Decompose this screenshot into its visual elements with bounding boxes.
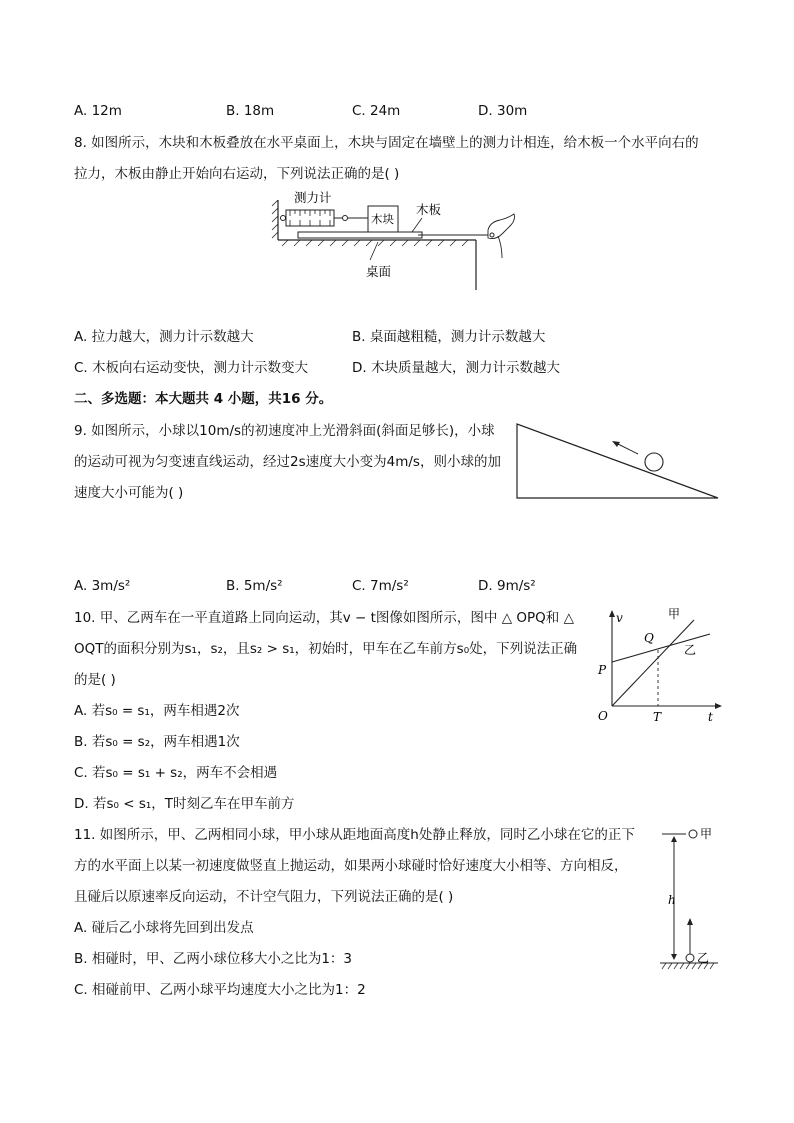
q8-option-c: C. 木板向右运动变快，测力计示数变大 — [74, 360, 309, 376]
q8-block-label: 木块 — [371, 212, 394, 226]
q9-option-d: D. 9m/s² — [478, 578, 536, 594]
q10-stem-line2: OQT的面积分别为s₁，s₂，且s₂ > s₁，初始时，甲车在乙车前方s₀处，下列说法正确 — [74, 641, 578, 657]
q10-stem-line3: 的是( ) — [74, 672, 116, 688]
q11-stem-line3: 且碰后以原速率反向运动，不计空气阻力，下列说法正确的是( ) — [74, 889, 454, 905]
q9-stem-line2: 的运动可视为匀变速直线运动，经过2s速度大小变为4m/s，则小球的加 — [74, 454, 501, 470]
q10-yi-label: 乙 — [684, 643, 697, 657]
q8-stem-line2: 拉力，木板由静止开始向右运动，下列说法正确的是( ) — [74, 166, 400, 182]
q11-jia-label: 甲 — [700, 827, 713, 841]
q8-stem-line1: 8. 如图所示，木块和木板叠放在水平桌面上，木块与固定在墙壁上的测力计相连，给木板一个水平向右的 — [74, 135, 699, 151]
section-title-multiple-choice: 二、多选题：本大题共 4 小题，共16 分。 — [74, 391, 333, 407]
q11-option-c: C. 相碰前甲、乙两小球平均速度大小之比为1：2 — [74, 982, 366, 998]
q10-vt-graph — [590, 604, 730, 728]
q7-option-b: B. 18m — [226, 103, 275, 119]
q10-option-a: A. 若s₀ = s₁，两车相遇2次 — [74, 703, 240, 719]
q9-option-c: C. 7m/s² — [352, 578, 409, 594]
q10-option-c: C. 若s₀ = s₁ + s₂，两车不会相遇 — [74, 765, 278, 781]
q10-option-d: D. 若s₀ < s₁，T时刻乙车在甲车前方 — [74, 796, 295, 812]
q10-jia-label: 甲 — [668, 607, 681, 621]
q11-option-a: A. 碰后乙小球将先回到出发点 — [74, 920, 254, 936]
q11-figure — [656, 822, 736, 974]
q10-point-q-label: Q — [644, 631, 654, 645]
q11-stem-line1: 11. 如图所示，甲、乙两相同小球，甲小球从距地面高度h处静止释放，同时乙小球在它的正下 — [74, 827, 635, 843]
q7-option-d: D. 30m — [478, 103, 528, 119]
q8-board-label: 木板 — [416, 202, 442, 217]
q10-point-t-label: T — [653, 710, 662, 724]
q10-stem-line1: 10. 甲、乙两车在一平直道路上同向运动，其v − t图像如图所示，图中 △ OPQ和 △ — [74, 610, 574, 626]
q11-h-label: h — [668, 893, 676, 907]
q10-origin-label: O — [598, 709, 608, 723]
q8-option-d: D. 木块质量越大，测力计示数越大 — [352, 360, 560, 376]
q10-point-p-label: P — [598, 663, 607, 677]
q8-meter-label: 测力计 — [294, 190, 332, 205]
q9-stem-line3: 速度大小可能为( ) — [74, 485, 184, 501]
q11-yi-label: 乙 — [697, 951, 710, 965]
q7-option-c: C. 24m — [352, 103, 401, 119]
q10-axis-v-label: v — [616, 611, 623, 625]
q8-desk-label: 桌面 — [366, 264, 392, 279]
q8-option-a: A. 拉力越大，测力计示数越大 — [74, 329, 254, 345]
q9-option-a: A. 3m/s² — [74, 578, 131, 594]
q9-stem-line1: 9. 如图所示，小球以10m/s的初速度冲上光滑斜面(斜面足够长)，小球 — [74, 423, 495, 439]
q8-figure — [270, 190, 530, 298]
q11-option-b: B. 相碰时，甲、乙两小球位移大小之比为1：3 — [74, 951, 353, 967]
q9-incline-figure — [512, 420, 724, 504]
q8-option-b: B. 桌面越粗糙，测力计示数越大 — [352, 329, 546, 345]
q11-stem-line2: 方的水平面上以某一初速度做竖直上抛运动，如果两小球碰时恰好速度大小相等、方向相反， — [74, 858, 628, 874]
q7-option-a: A. 12m — [74, 103, 122, 119]
q10-option-b: B. 若s₀ = s₂，两车相遇1次 — [74, 734, 240, 750]
q10-axis-t-label: t — [708, 710, 713, 724]
q9-option-b: B. 5m/s² — [226, 578, 283, 594]
